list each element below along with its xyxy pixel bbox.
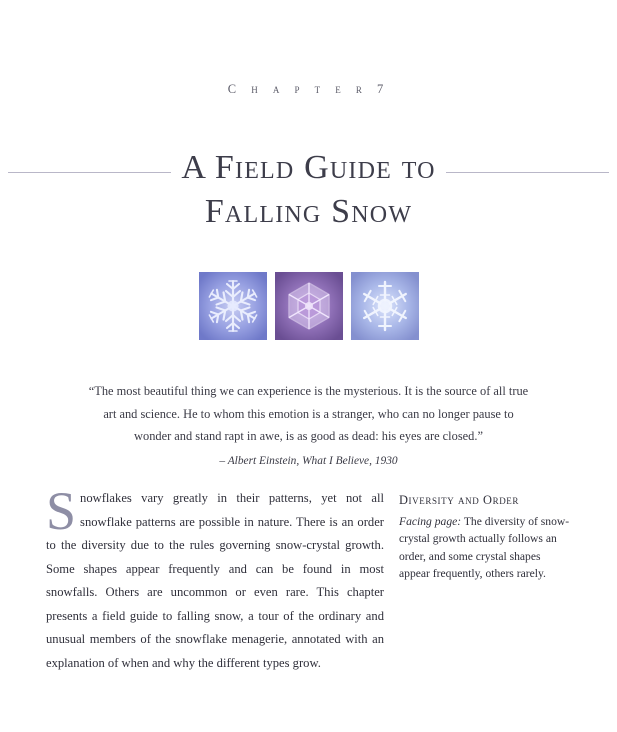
figure-caption-text: The diversity of snow-crystal growth actually follows an order, and some crystal shapes appear frequently, others rarely. (399, 514, 570, 580)
body-paragraph (46, 481, 384, 675)
drop-cap: S (46, 481, 77, 541)
page-title-line-1: A Field Guide to (171, 146, 445, 190)
epigraph (88, 380, 529, 472)
snowflake-photo-2 (275, 272, 343, 340)
epigraph-text: “The most beautiful thing we can experience is the mysterious. It is the source of all true art and science. He to whom this emotion is a stranger, who can no longer pause to wonder and stand rapt in awe, is as good as dead: his eyes are closed.” (88, 384, 529, 443)
figure-caption-heading: Diversity and Order (399, 493, 519, 507)
figure-caption-lead: Facing page: (399, 514, 462, 528)
stellar-plate-icon (351, 272, 419, 340)
page-title (0, 146, 617, 234)
snowflake-photo-strip (0, 272, 617, 340)
figure-caption-body (399, 513, 571, 583)
stellar-dendrite-icon (199, 272, 267, 340)
epigraph-attribution: – Albert Einstein, What I Believe, 1930 (219, 454, 398, 467)
page-title-line-2: Falling Snow (195, 190, 422, 234)
snowflake-photo-1 (199, 272, 267, 340)
snowflake-photo-3 (351, 272, 419, 340)
chapter-label: C h a p t e r 7 (227, 82, 390, 96)
body-text: nowflakes vary greatly in their patterns, yet not all snowflake patterns are possible in nature. There is an order to the diversity due to the rules governing snow-crystal growth. Some shapes appear frequently and can be found in most snowfalls. Others are uncommon or even rare. This chapter presents a field guide to falling snow, a tour of the ordinary and unusual members of the snowflake menagerie, annotated with an explanation of when and why the different types grow. (46, 491, 384, 670)
sectored-plate-icon (275, 272, 343, 340)
figure-caption (399, 492, 571, 583)
